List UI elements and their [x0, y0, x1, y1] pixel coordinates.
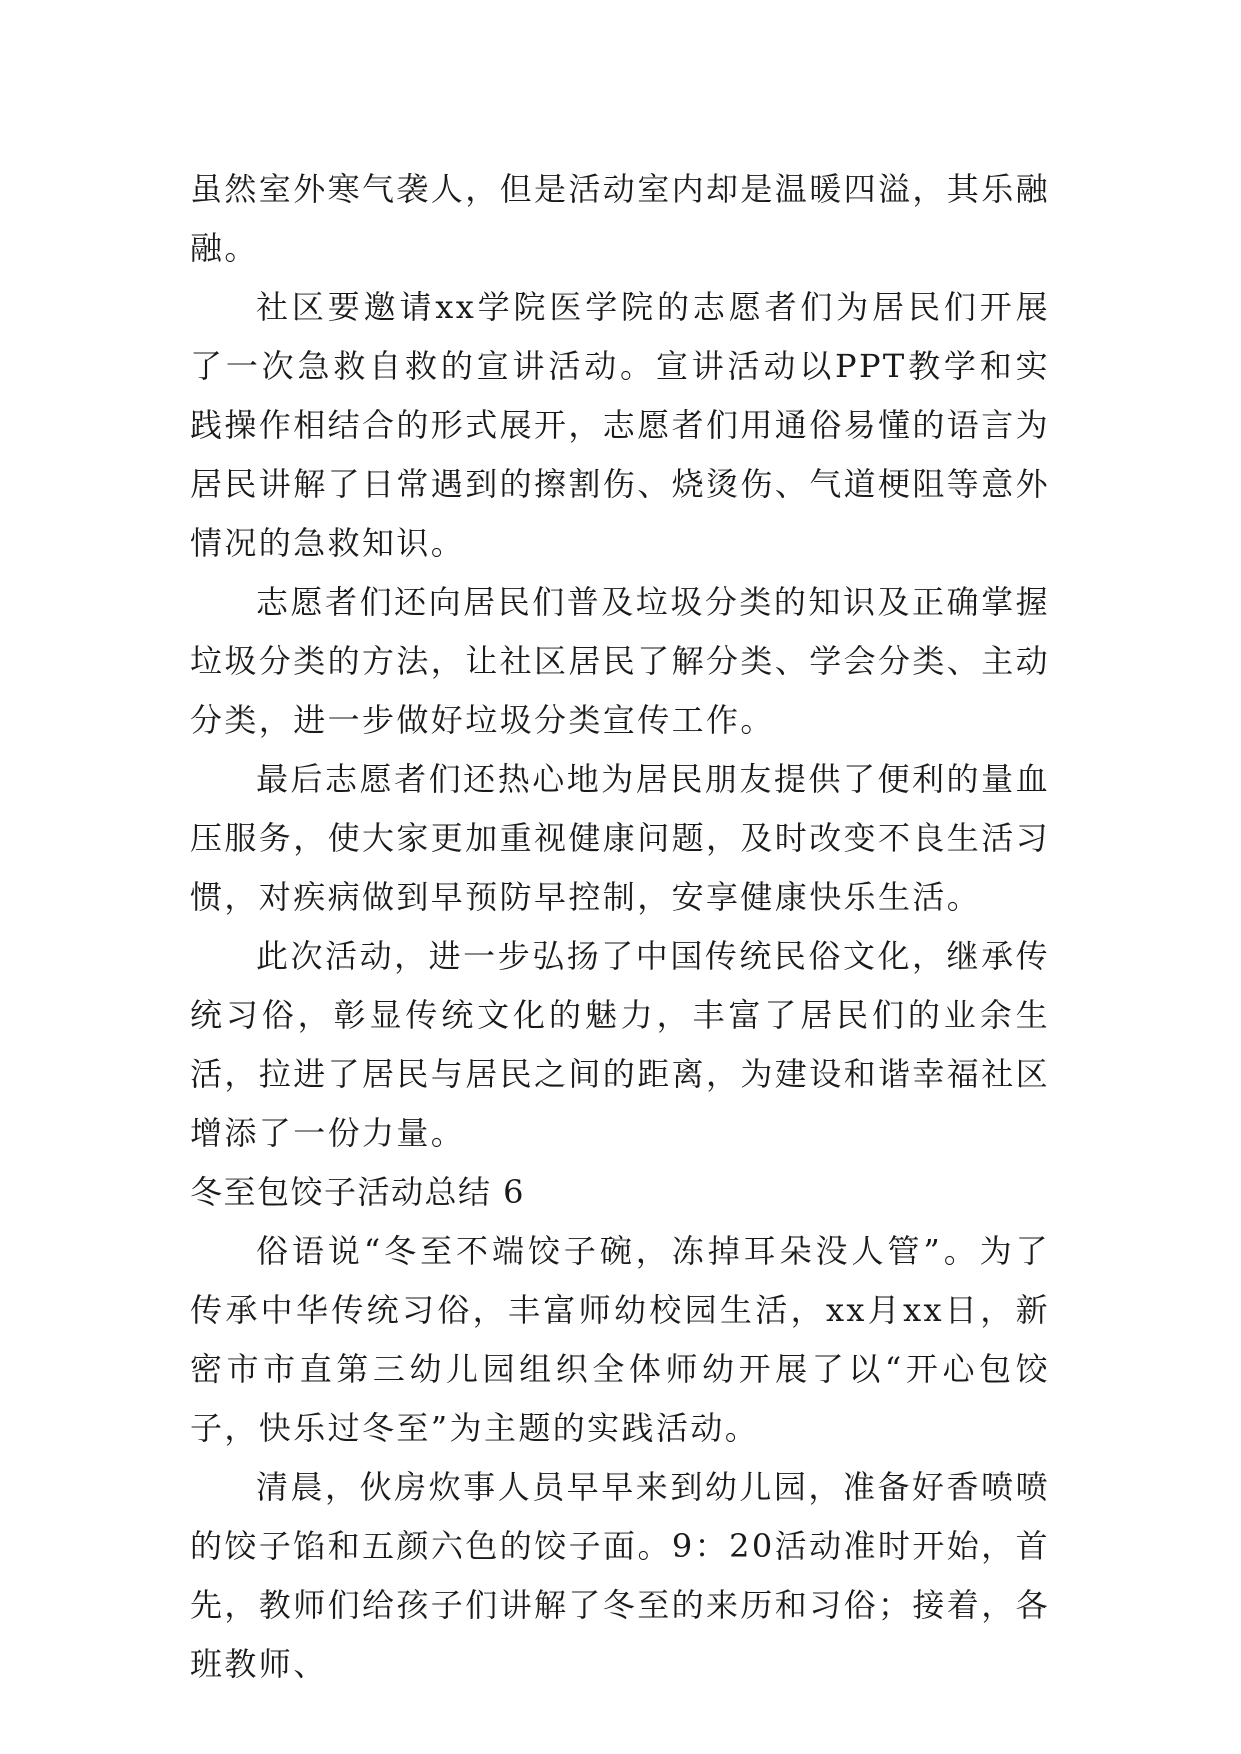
section-title: 冬至包饺子活动总结 6 — [190, 1173, 526, 1211]
paragraph-blood-pressure: 最后志愿者们还热心地为居民朋友提供了便利的量血压服务，使大家更加重视健康问题，及时改变不良生活习惯，对疾病做到早预防早控制，安享健康快乐生活。 — [190, 760, 1051, 916]
paragraph-proverb: 俗语说“冬至不端饺子碗，冻掉耳朵没人管”。为了传承中华传统习俗，丰富师幼校园生活，xx月xx日，新密市市直第三幼儿园组织全体师幼开展了以“开心包饺子，快乐过冬至”为主题的实践活动。 — [190, 1232, 1050, 1447]
paragraph-continuation: 虽然室外寒气袭人，但是活动室内却是温暖四溢，其乐融融。 — [190, 170, 1051, 267]
document-page — [190, 160, 1050, 1694]
paragraph-first-aid: 社区要邀请xx学院医学院的志愿者们为居民们开展了一次急救自救的宣讲活动。宣讲活动以PPT教学和实践操作相结合的形式展开，志愿者们用通俗易懂的语言为居民讲解了日常遇到的擦割伤、烧烫伤、气道梗阻等意外情况的急救知识。 — [190, 288, 1051, 562]
paragraph-garbage-sorting: 志愿者们还向居民们普及垃圾分类的知识及正确掌握垃圾分类的方法，让社区居民了解分类、学会分类、主动分类，进一步做好垃圾分类宣传工作。 — [190, 583, 1051, 739]
paragraph-conclusion: 此次活动，进一步弘扬了中国传统民俗文化，继承传统习俗，彰显传统文化的魅力，丰富了居民们的业余生活，拉进了居民与居民之间的距离，为建设和谐幸福社区增添了一份力量。 — [190, 937, 1051, 1152]
paragraph-morning: 清晨，伙房炊事人员早早来到幼儿园，准备好香喷喷的饺子馅和五颜六色的饺子面。9：20活动准时开始，首先，教师们给孩子们讲解了冬至的来历和习俗；接着，各班教师、 — [190, 1468, 1051, 1683]
